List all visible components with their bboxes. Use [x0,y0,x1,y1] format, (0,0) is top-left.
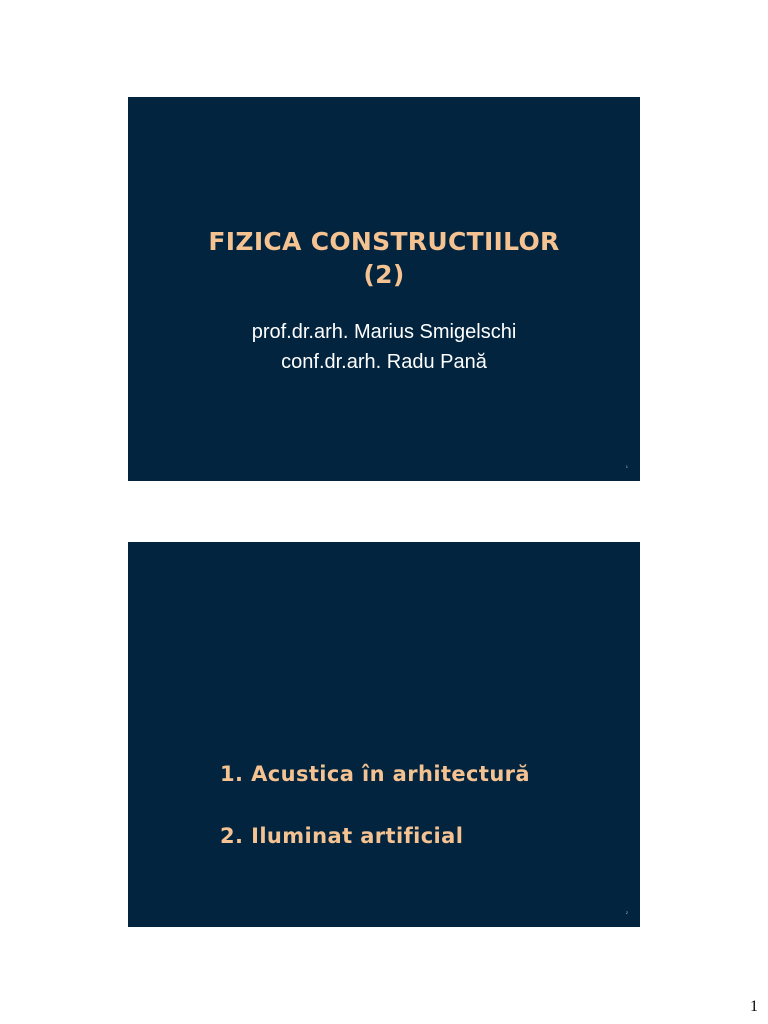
slide-2 [128,542,640,927]
page-number: 1 [750,998,758,1015]
slide-title-line-1: FIZICA CONSTRUCTIILOR [208,227,560,256]
slide-title [128,225,640,291]
slide-title-line-2: (2) [363,260,405,289]
author-2: conf.dr.arh. Radu Pană [281,351,487,373]
outline-item-acoustics: 1. Acustica în arhitectură [220,762,530,786]
slide-1 [128,97,640,481]
author-1: prof.dr.arh. Marius Smigelschi [251,321,517,343]
slide-number: 1 [625,464,628,469]
outline-item-lighting: 2. Iluminat artificial [220,824,464,848]
slide-number: 2 [625,910,628,915]
slide-authors [128,317,640,377]
